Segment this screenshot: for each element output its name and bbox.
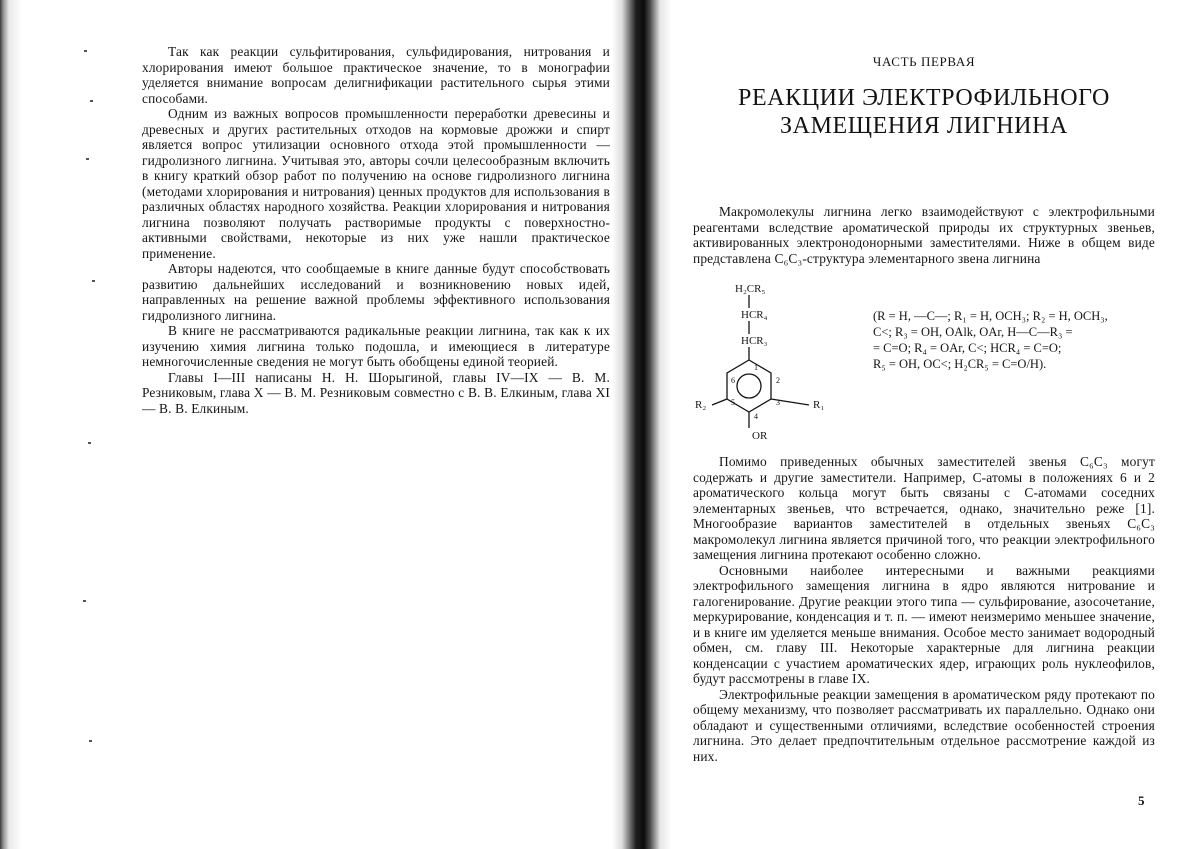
- ring-pos-1: 1: [754, 363, 758, 372]
- substituent-r2: R₂: [695, 399, 707, 411]
- left-paragraph-4: В книге не рассматриваются радикальные реакции лигнина, так как к их изучению химия лигнина только подошла, и имеющиеся в литературе немногочисленные сведения не могут быть обобщены единой теорией.: [142, 323, 610, 369]
- ring-pos-3: 3: [776, 398, 780, 407]
- right-page: [693, 48, 1155, 764]
- aromatic-circle: [737, 374, 761, 398]
- scan-specks: [80, 40, 100, 840]
- left-page: [142, 44, 610, 416]
- substituent-legend: [873, 308, 1155, 372]
- legend-line: (R = H, —C—; R₁ = H, OCH₃; R₂ = H, OCH₃,: [873, 309, 1108, 323]
- group-h2cr5: H₂CR₅: [735, 283, 766, 295]
- left-paragraph-3: Авторы надеются, что сообщаемые в книге данные будут способствовать развитию дальнейших исследований и возникновению новых идей, направленных на решение важной проблемы эффективного использования гидролизного лигнина.: [142, 261, 610, 323]
- ring-pos-4: 4: [754, 412, 758, 421]
- left-paragraph-5: Главы I—III написаны Н. Н. Шорыгиной, главы IV—IX — В. М. Резниковым, глава X — В. М. Резниковым совместно с В. В. Елкиным, глава XI — В. В. Елкиным.: [142, 369, 610, 416]
- ring-pos-2: 2: [776, 376, 780, 385]
- intro-paragraph: Макромолекулы лигнина легко взаимодействуют с электрофильными реагентами вследствие ароматической природы их структурных звеньев, активированных электронодонорными заместителями. Ниже в общем виде представлена C₆C₃-структура элементарного звена лигнина: [693, 204, 1155, 266]
- ring-pos-6: 6: [731, 376, 735, 385]
- right-paragraph-2: Основными наиболее интересными и важными реакциями электрофильного замещения лигнина в ядро являются нитрование и галогенирование. Другие реакции этого типа — сульфирование, азосочетание, меркурирование, конденсация и т. п. — имеют неизмеримо меньшее значение, и в книге им уделяется меньше внимания. Особое место занимает водородный обмен, см. главу III. Некоторые характерные для лигнина реакции конденсации с участием ароматических ядер, играющих роль нуклеофилов, будут рассмотрены в главе IX.: [693, 562, 1155, 686]
- substituent-r1: R₁: [813, 399, 825, 411]
- legend-line: = C=O; R₄ = OAr, C<; HCR₄ = C=O;: [873, 341, 1062, 355]
- page-number: 5: [1138, 793, 1145, 808]
- right-paragraph-1: Помимо приведенных обычных заместителей звенья C₆C₃ могут содержать и другие заместители. Например, С-атомы в положениях 6 и 2 ароматического кольца могут быть связаны с С-атомами соседних элементарных звеньев, что встречается, однако, значительно реже [1]. Многообразие вариантов заместителей в отдельных звеньях C₆C₃ макромолекул лигнина является причиной того, что реакции электрофильного замещения лигнина протекают особенно сложно.: [693, 454, 1155, 562]
- right-paragraph-3: Электрофильные реакции замещения в ароматическом ряду протекают по общему механизму, что позволяет рассматривать их параллельно. Однако они обладают и существенными отличиями, вследствие особенностей строения лигнина. Это делает предпочтительным отдельное рассмотрение каждой из них.: [693, 686, 1155, 764]
- left-paragraph-1: Так как реакции сульфитирования, сульфидирования, нитрования и хлорирования имеют большое практическое значение, то в монографии уделяется внимание вопросам делигнификации растительного сырья этими способами.: [142, 44, 610, 106]
- lignin-structural-formula: [695, 280, 845, 442]
- left-paragraph-2: Одним из важных вопросов промышленности переработки древесины и древесных и других растительных отходов на кормовые дрожжи и спирт является вопрос утилизации основного отхода этой промышленности — гидролизного лигнина. Учитывая это, авторы сочли целесообразным включить в книгу краткий обзор работ по получению на основе гидролизного лигнина (методами хлорирования и нитрования) ценных продуктов для использования в различных областях народного хозяйства. Реакции хлорирования и нитрования лигнина позволяют получать растворимые продукты с поверхностно-активными свойствами, некоторые из них уже нашли практическое применение.: [142, 106, 610, 261]
- chapter-title: РЕАКЦИИ ЭЛЕКТРОФИЛЬНОГО ЗАМЕЩЕНИЯ ЛИГНИНА: [738, 85, 1110, 139]
- legend-line: C<; R₃ = OH, OAlk, OAr, H—C—R₃ =: [873, 325, 1073, 339]
- part-label: ЧАСТЬ ПЕРВАЯ: [872, 54, 976, 69]
- book-gutter: [612, 0, 672, 849]
- lignin-structure-figure: [693, 280, 1155, 442]
- legend-line: R₅ = OH, OC<; H₂CR₅ = C=O/H).: [873, 357, 1047, 371]
- substituent-or: OR: [752, 430, 768, 442]
- ring-pos-5: 5: [731, 398, 735, 407]
- group-hcr3: HCR₃: [741, 335, 768, 347]
- group-hcr4: HCR₄: [741, 309, 768, 321]
